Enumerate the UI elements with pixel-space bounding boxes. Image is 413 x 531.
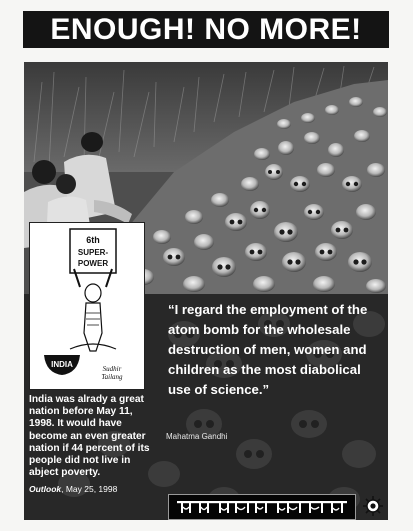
cartoon-sign-line-1: 6th [86,235,100,245]
source-publication: Outlook [29,484,62,494]
cartoon-sign-line-2: SUPER- [77,248,109,257]
cartoon-bowl-label: INDIA [51,360,73,369]
svg-text:Tailang: Tailang [101,373,123,381]
source-date: , May 25, 1998 [61,484,118,494]
hindi-slogan-band [168,494,356,520]
headline: ENOUGH! NO MORE! [23,11,389,48]
cartoon-signature: Sudhir [102,365,122,373]
sun-emblem-icon [362,495,384,517]
cartoon-sign-line-3: POWER [77,259,109,268]
poverty-statement: India was alrady a great nation before May 11, 1998. It would have become an even greater nation if 44 percent of its people did not live in abject poverty. [29,394,150,479]
superpower-cartoon [29,222,145,390]
source-citation [29,484,117,494]
gandhi-quote: “I regard the employment of the atom bomb for the wholesale destruction of men, women and children as the most diabolical use of science.” [168,302,368,397]
quote-attribution: Mahatma Gandhi [166,432,228,441]
